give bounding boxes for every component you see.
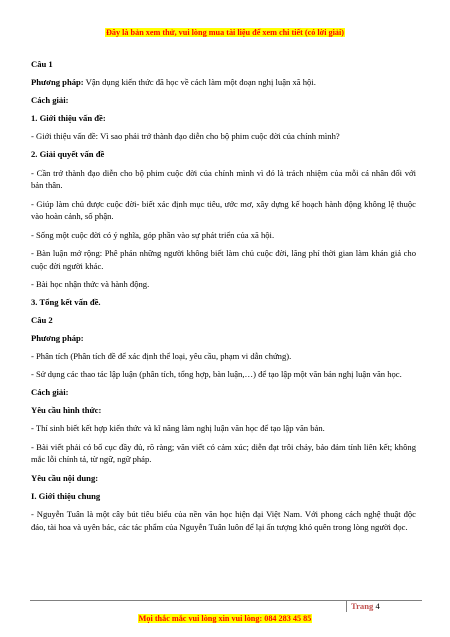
document-body [31, 58, 416, 539]
paragraph: - Giúp làm chủ được cuộc đời- biết xác định mục tiêu, ước mơ, xây dựng kế hoạch hành động không lệ thuộc vào hoàn cảnh, số phận. [31, 198, 416, 222]
paragraph: - Thí sinh biết kết hợp kiến thức và kĩ năng làm nghị luận văn học để tạo lập văn bản. [31, 423, 325, 434]
page-number-value: 4 [375, 601, 380, 611]
method-paragraph [31, 76, 416, 89]
form-requirements-heading: Yêu cầu hình thức: [31, 405, 102, 416]
section-intro-heading: 1. Giới thiệu vấn đề: [31, 113, 106, 124]
preview-banner-text: Đây là bản xem thử, vui lòng mua tài liệu để xem chi tiết (có lời giải) [105, 28, 344, 37]
paragraph: - Bài viết phải có bố cục đầy đủ, rõ ràng; văn viết có cảm xúc; diễn đạt trôi chảy, bảo đảm tính liên kết; không mắc lỗi chính tả, từ ngữ, ngữ pháp. [31, 441, 416, 465]
paragraph: - Cần trở thành đạo diễn cho bộ phim cuộc đời của chính mình vì đó là trách nhiệm của mỗi cá nhân đối với bản thân. [31, 167, 416, 191]
general-intro-heading: I. Giới thiệu chung [31, 490, 101, 501]
page-label: Trang [351, 601, 374, 611]
paragraph: - Sống một cuộc đời có ý nghĩa, góp phần vào sự phát triển của xã hội. [31, 229, 275, 240]
section-summary-heading: 3. Tổng kết vấn đề. [31, 296, 101, 307]
paragraph: - Phân tích (Phân tích đề để xác định thể loại, yêu cầu, phạm vi dẫn chứng). [31, 351, 292, 362]
question-2-heading: Câu 2 [31, 314, 53, 325]
solution-heading: Cách giải: [31, 95, 69, 106]
paragraph: - Nguyễn Tuân là một cây bút tiêu biểu của nền văn học hiện đại Việt Nam. Với phong cách nghệ thuật độc đáo, tài hoa và uyên bác, các tác phẩm của Nguyễn Tuân luôn để lại ấn tượng khó quên trong lòng người đọc. [31, 508, 416, 532]
paragraph: - Bài học nhận thức và hành động. [31, 278, 150, 289]
paragraph: - Sử dụng các thao tác lập luận (phân tích, tổng hợp, bàn luận,…) để tạo lập một văn bản nghị luận văn học. [31, 369, 402, 380]
content-requirements-heading: Yêu cầu nội dung: [31, 472, 99, 483]
solution-heading: Cách giải: [31, 387, 69, 398]
question-1-heading: Câu 1 [31, 59, 53, 69]
paragraph: - Bàn luận mở rộng: Phê phán những người không biết làm chủ cuộc đời, lãng phí thời gian làm khán giả cho cuộc đời người khác. [31, 247, 416, 271]
method-label: Phương pháp: [31, 77, 84, 88]
contact-text: Mọi thắc mắc vui lòng xin vui lòng: 084 283 45 85 [138, 614, 312, 623]
method-heading: Phương pháp: [31, 332, 84, 343]
page-number [346, 600, 380, 612]
contact-footer [0, 614, 450, 623]
section-solve-heading: 2. Giải quyết vấn đề [31, 149, 105, 160]
method-text: Vận dụng kiến thức đã học về cách làm một đoạn nghị luận xã hội. [83, 77, 316, 88]
paragraph: - Giới thiệu vấn đề: Vì sao phải trở thành đạo diễn cho bộ phim cuộc đời của chính mình? [31, 131, 340, 142]
preview-banner [0, 28, 450, 37]
